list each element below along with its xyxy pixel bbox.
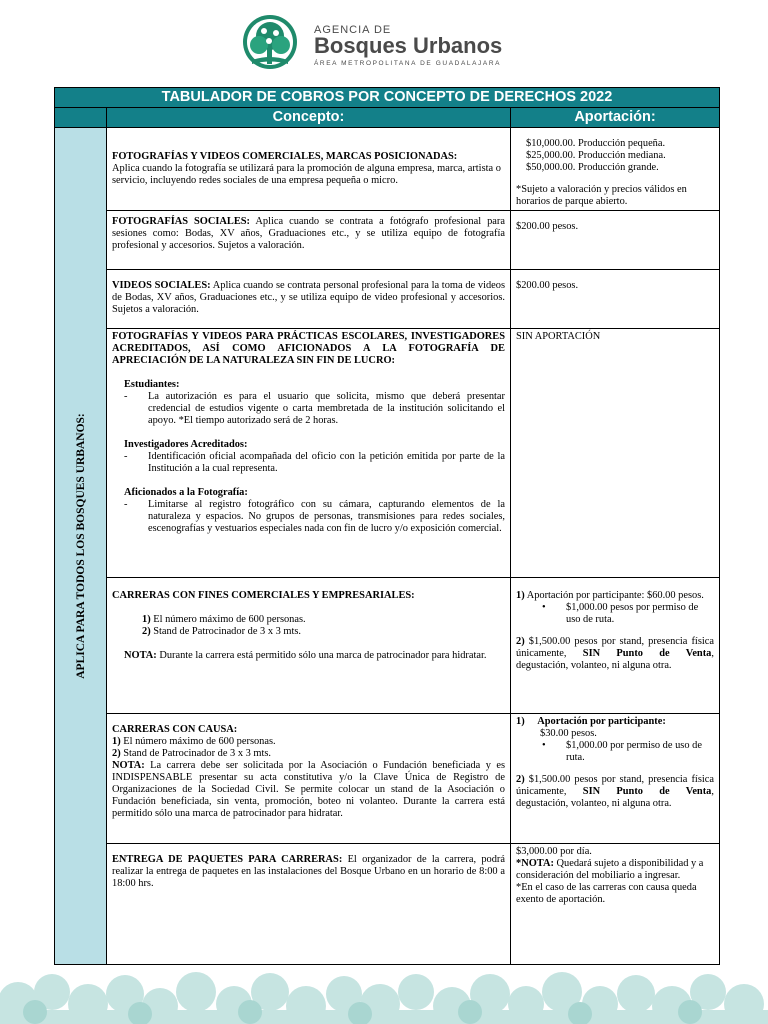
row1-a1: $10,000.00. Producción pequeña. bbox=[526, 138, 666, 149]
row5-nota: Durante la carrera está permitido sólo una marca de patrocinador para hidratar. bbox=[159, 650, 487, 661]
logo-agencia-text: AGENCIA DE bbox=[314, 24, 392, 36]
row6-l1: El número máximo de 600 personas. bbox=[123, 736, 276, 747]
row6-a1x: $30.00 pesos. bbox=[540, 728, 597, 739]
row6-nota: La carrera debe ser solicitada por la Asociación o Fundación beneficiada y es INDISPENSABLE presentar su acta constitutiva y/o la Clave Única de Registro de Organizaciones de la Sociedad Civil. Se permite colocar un stand de la Asociación o Fundación beneficiada, sin venta, promoción, boteo ni volanteo. Durante la carrera está permitido sólo una marca de patrocinador para hidratar. bbox=[112, 760, 505, 819]
row6-a-n1: 1) bbox=[516, 716, 525, 727]
row2-aportacion bbox=[511, 211, 720, 270]
row7-text: El organizador de la carrera, podrá realizar la entrega de paquetes en las instalaciones del Bosque Urbano en un horario de 8:00 a 18:00 hrs. bbox=[112, 854, 506, 889]
row7-aportacion bbox=[511, 844, 720, 965]
row1-a4: *Sujeto a valoración y precios válidos en horarios de parque abierto. bbox=[516, 184, 687, 207]
row5-a-n2: 2) bbox=[516, 636, 525, 647]
logo-title: Bosques Urbanos bbox=[314, 33, 503, 58]
row-fotografias-comerciales bbox=[107, 128, 511, 211]
side-label: APLICA PARA TODOS LOS BOSQUES URBANOS: bbox=[74, 413, 87, 679]
row4-h2: Investigadores Acreditados: bbox=[124, 439, 248, 450]
row-videos-sociales bbox=[107, 270, 511, 329]
row-fotografias-sociales bbox=[107, 211, 511, 270]
row4-t1: - La autorización es para el usuario que solicita, mismo que deberá presentar credencial de estudios vigente o carta membretada de la institución solicitando el apoyo. *El tiempo autorizado será de 2 horas. bbox=[148, 391, 505, 427]
row4-a1: SIN APORTACIÓN bbox=[516, 331, 601, 342]
row6-aportacion bbox=[511, 714, 720, 844]
row1-text: Aplica cuando la fotografía se utilizará para la promoción de alguna empresa, marca, artista o servicio, incluyendo redes sociales de una empresa pequeña o micro. bbox=[112, 163, 501, 186]
row3-text: Aplica cuando se contrata personal profesional para la toma de videos de Bodas, XV años, Graduaciones etc., y se utiliza equipo de video profesional y accesorios. Sujetos a valoración. bbox=[112, 280, 505, 315]
row5-title: CARRERAS CON FINES COMERCIALES Y EMPRESARIALES: bbox=[112, 590, 415, 601]
row1-aportacion bbox=[511, 128, 720, 211]
row5-a1: Aportación por participante: $60.00 pesos. bbox=[526, 590, 704, 601]
row4-t2: - Identificación oficial acompañada del oficio con la petición emitida por parte de la Institución a la cual representa. bbox=[148, 451, 505, 475]
row-entrega-paquetes bbox=[107, 844, 511, 965]
row6-a2: $1,500.00 pesos por stand, presencia física únicamente, bbox=[516, 774, 714, 797]
row6-n1: 1) bbox=[112, 736, 121, 747]
agency-logo bbox=[238, 14, 538, 70]
row4-h1: Estudiantes: bbox=[124, 379, 180, 390]
row6-a1b: • $1,000.00 por permiso de uso de ruta. bbox=[566, 740, 714, 764]
row7-title: ENTREGA DE PAQUETES PARA CARRERAS: bbox=[112, 854, 343, 865]
row5-a2c: , degustación, volanteo, ni alguna otra. bbox=[516, 648, 714, 671]
row5-n1: 1) bbox=[142, 614, 151, 625]
row1-a3: $50,000.00. Producción grande. bbox=[526, 162, 659, 173]
row3-title: VIDEOS SOCIALES: bbox=[112, 280, 211, 291]
row4-h3: Aficionados a la Fotografía: bbox=[124, 487, 248, 498]
row3-aportacion bbox=[511, 270, 720, 329]
row5-a1b: • $1,000.00 pesos por permiso de uso de ruta. bbox=[566, 602, 714, 626]
row6-l2: Stand de Patrocinador de 3 x 3 mts. bbox=[123, 748, 272, 759]
row6-a1: Aportación por participante: bbox=[537, 716, 666, 727]
row6-n2: 2) bbox=[112, 748, 121, 759]
row5-a-n1: 1) bbox=[516, 590, 525, 601]
row6-a-n2: 2) bbox=[516, 774, 525, 785]
row2-text: Aplica cuando se contrata a fotógrafo profesional para sesiones como: Bodas, XV años, Graduaciones etc., y se utiliza equipo de fotografía profesional y accesorios. Sujetos a valoración. bbox=[112, 216, 505, 251]
tree-logo-icon bbox=[238, 14, 302, 70]
row5-a2b: SIN Punto de Venta bbox=[582, 648, 712, 659]
header-blank bbox=[55, 108, 107, 128]
row5-l1: El número máximo de 600 personas. bbox=[153, 614, 306, 625]
row4-title: FOTOGRAFÍAS Y VIDEOS PARA PRÁCTICAS ESCOLARES, INVESTIGADORES ACREDITADOS, ASÍ COMO AFICIONADOS A LA FOTOGRAFÍA DE APRECIACIÓN DE LA NATURALEZA SIN FIN DE LUCRO: bbox=[112, 331, 505, 366]
row6-a2b: SIN Punto de Venta bbox=[582, 786, 712, 797]
row1-title: FOTOGRAFÍAS Y VIDEOS COMERCIALES, MARCAS POSICIONADAS: bbox=[112, 151, 458, 162]
row3-a1: $200.00 pesos. bbox=[516, 280, 579, 291]
row5-aportacion bbox=[511, 578, 720, 714]
row7-a3: *En el caso de las carreras con causa queda exento de aportación. bbox=[516, 882, 697, 905]
fees-table bbox=[54, 87, 720, 965]
row2-a1: $200.00 pesos. bbox=[516, 221, 579, 232]
row5-n2: 2) bbox=[142, 626, 151, 637]
table-title: TABULADOR DE COBROS POR CONCEPTO DE DERECHOS 2022 bbox=[55, 88, 720, 108]
row5-nota-label: NOTA: bbox=[124, 650, 157, 661]
row6-title: CARRERAS CON CAUSA: bbox=[112, 724, 238, 735]
row1-a2: $25,000.00. Producción mediana. bbox=[526, 150, 666, 161]
row6-nota-label: NOTA: bbox=[112, 760, 145, 771]
header-aportacion: Aportación: bbox=[511, 108, 720, 128]
row-practicas-escolares bbox=[107, 329, 511, 578]
row2-title: FOTOGRAFÍAS SOCIALES: bbox=[112, 216, 251, 227]
row5-a2: $1,500.00 pesos por stand, presencia física únicamente, bbox=[516, 636, 714, 659]
row7-a2: Quedará sujeto a disponibilidad y a consideración del mobiliario a ingresar. bbox=[516, 858, 704, 881]
row7-a2-label: *NOTA: bbox=[516, 858, 554, 869]
row4-t3: - Limitarse al registro fotográfico con su cámara, capturando elementos de la naturaleza y espacios. No grupos de personas, transmisiones para redes sociales, escenografías y vestuarios especiales nada con fin de lucro y/o exposición comercial. bbox=[148, 499, 505, 535]
header-concepto: Concepto: bbox=[107, 108, 511, 128]
logo-subtitle: ÁREA METROPOLITANA DE GUADALAJARA bbox=[314, 60, 502, 67]
row5-l2: Stand de Patrocinador de 3 x 3 mts. bbox=[153, 626, 302, 637]
trees-border-icon bbox=[0, 962, 768, 1024]
row6-a2c: , degustación, volanteo, ni alguna otra. bbox=[516, 786, 714, 809]
side-label-cell bbox=[55, 128, 107, 965]
row-carreras-con-causa bbox=[107, 714, 511, 844]
row-carreras-comerciales bbox=[107, 578, 511, 714]
row4-aportacion bbox=[511, 329, 720, 578]
row7-a1: $3,000.00 por día. bbox=[516, 846, 592, 857]
